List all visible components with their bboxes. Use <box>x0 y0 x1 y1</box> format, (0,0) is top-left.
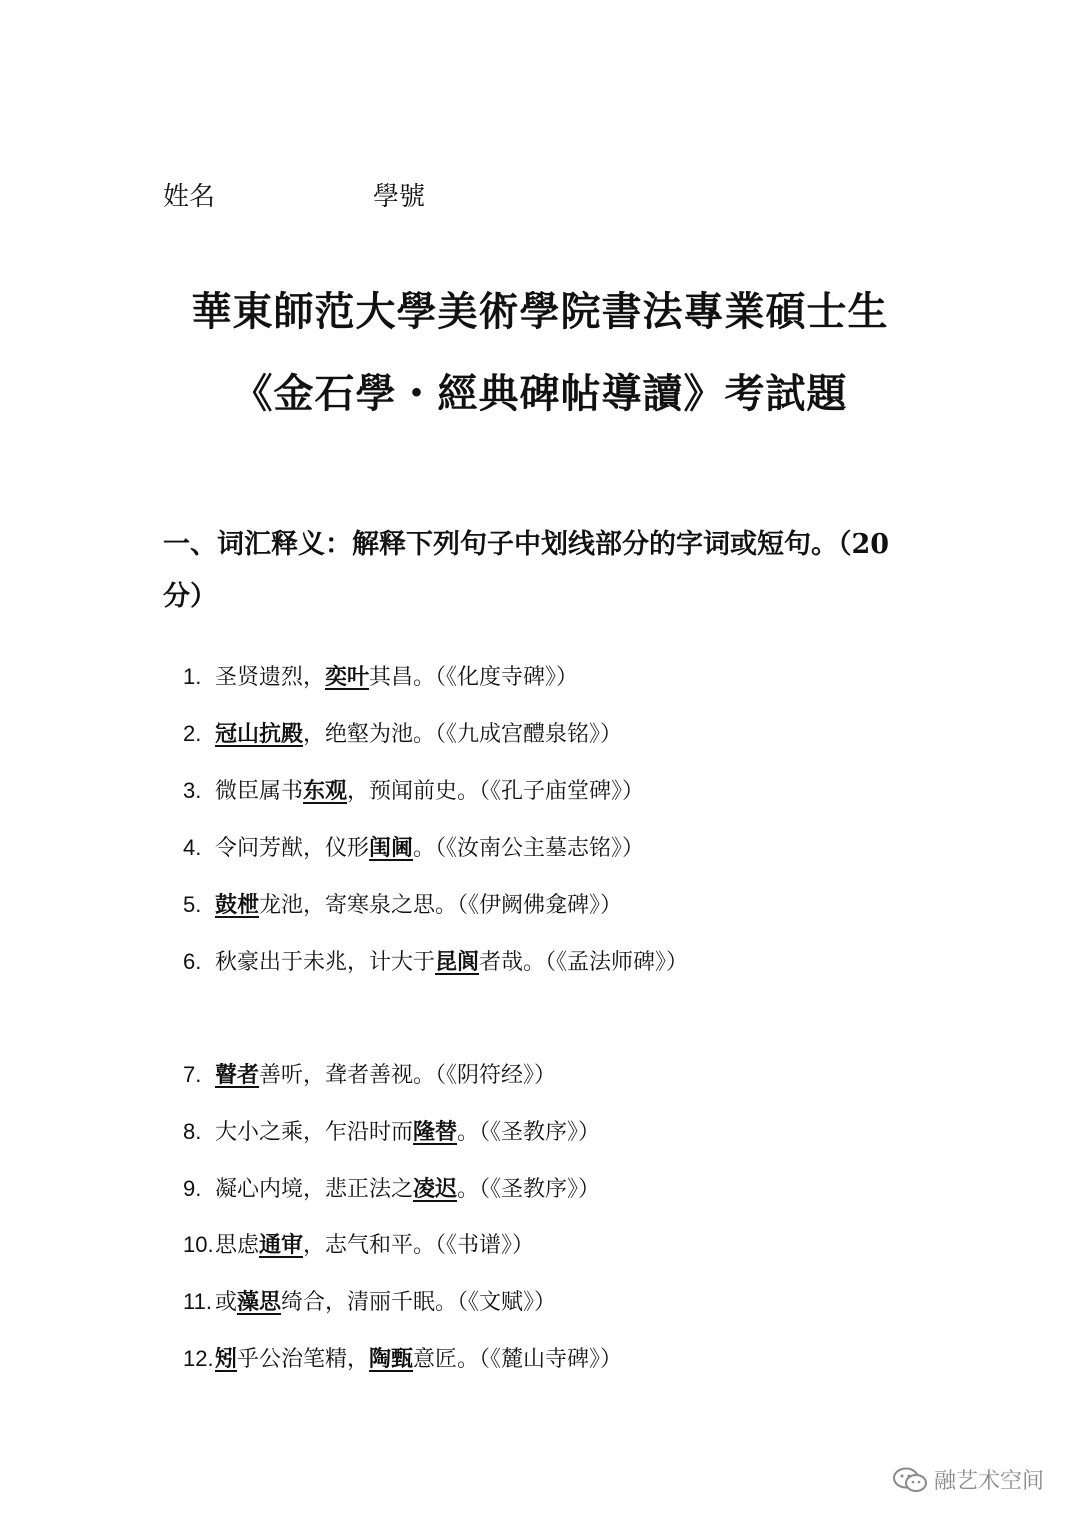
question-number: 8. <box>183 1119 202 1144</box>
question-number: 2. <box>183 721 202 746</box>
question-text: 大小之乘，乍沿时而 <box>215 1120 414 1145</box>
question-item <box>183 1060 556 1091</box>
question-item <box>183 776 644 807</box>
question-number: 7. <box>183 1062 202 1087</box>
section-heading: 一、词汇释义：解释下列句子中划线部分的字词或短句。（20 <box>163 529 890 560</box>
underlined-term: 矧 <box>215 1346 238 1372</box>
underlined-term: 奕叶 <box>325 664 370 690</box>
watermark <box>892 1464 1044 1495</box>
question-item <box>183 1344 622 1375</box>
underlined-term: 通审 <box>259 1232 304 1258</box>
question-item <box>183 662 578 693</box>
section-heading-continued: 分） <box>163 581 217 612</box>
question-text: 龙池，寄寒泉之思。（《伊阙佛龛碑》） <box>259 893 623 918</box>
name-label: 姓名 <box>163 182 216 212</box>
underlined-term: 藻思 <box>237 1289 282 1315</box>
underlined-term: 凌迟 <box>413 1176 458 1202</box>
question-text: 思虑 <box>215 1233 260 1258</box>
question-text: 善听，聋者善视。（《阴符经》） <box>259 1063 557 1088</box>
question-text: ，志气和平。（《书谱》） <box>303 1233 535 1258</box>
question-text: ，预闻前史。（《孔子庙堂碑》） <box>347 779 645 804</box>
question-item <box>183 1287 556 1318</box>
question-text: 秋豪出于未兆，计大于 <box>215 950 436 975</box>
underlined-term: 东观 <box>303 778 348 804</box>
underlined-term: 昆阆 <box>435 949 480 975</box>
question-number: 5. <box>183 892 202 917</box>
question-number: 10. <box>183 1232 214 1257</box>
question-number: 1. <box>183 664 202 689</box>
question-item <box>183 890 622 921</box>
question-item <box>183 719 622 750</box>
question-text: 者哉。（《孟法师碑》） <box>479 950 689 975</box>
watermark-text: 融艺术空间 <box>933 1469 1044 1494</box>
question-text: 。（《圣教序》） <box>457 1120 601 1145</box>
exam-title-line1: 華東師范大學美術學院書法專業碩士生 <box>191 288 889 335</box>
question-text: 。（《圣教序》） <box>457 1177 601 1202</box>
question-text: 。（《汝南公主墓志铭》） <box>413 836 645 861</box>
question-text: 凝心内境，悲正法之 <box>215 1177 414 1202</box>
question-number: 6. <box>183 949 202 974</box>
wechat-icon <box>892 1466 928 1494</box>
underlined-term: 瞽者 <box>215 1062 260 1088</box>
question-text: 微臣属书 <box>215 779 304 804</box>
underlined-term: 隆替 <box>413 1119 458 1145</box>
underlined-term: 鼓枻 <box>215 892 260 918</box>
underlined-term: 冠山抗殿 <box>215 721 304 747</box>
question-number: 4. <box>183 835 202 860</box>
question-text: 乎公治笔精， <box>237 1347 370 1372</box>
question-item <box>183 947 688 978</box>
question-text: 或 <box>215 1290 238 1315</box>
question-number: 12. <box>183 1346 214 1371</box>
question-number: 9. <box>183 1176 202 1201</box>
question-item <box>183 1174 600 1205</box>
exam-title-line2: 《金石學・經典碑帖導讀》考試題 <box>232 370 848 417</box>
question-item <box>183 1117 600 1148</box>
question-text: 意匠。（《麓山寺碑》） <box>413 1347 623 1372</box>
question-item <box>183 1230 534 1261</box>
question-number: 3. <box>183 778 202 803</box>
question-text: 其昌。（《化度寺碑》） <box>369 665 579 690</box>
question-text: 圣贤遗烈， <box>215 665 326 690</box>
question-text: 令问芳猷，仪形 <box>215 836 370 861</box>
underlined-term: 闺阃 <box>369 835 414 861</box>
question-item <box>183 833 644 864</box>
question-text: ，绝壑为池。（《九成宫醴泉铭》） <box>303 722 623 747</box>
question-number: 11. <box>183 1289 212 1314</box>
question-text: 绮合，清丽千眠。（《文赋》） <box>281 1290 557 1315</box>
student-id-label: 學號 <box>373 182 426 212</box>
underlined-term: 陶甄 <box>369 1346 414 1372</box>
